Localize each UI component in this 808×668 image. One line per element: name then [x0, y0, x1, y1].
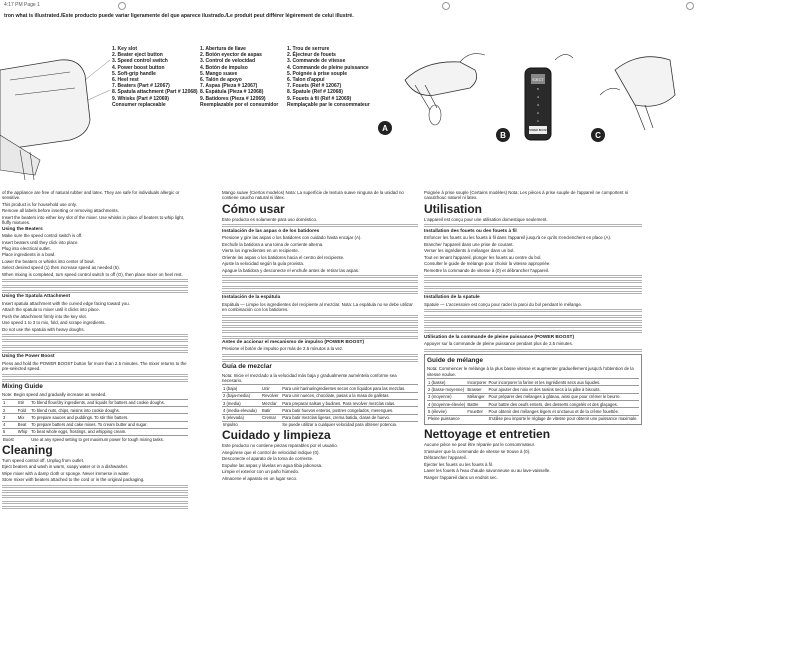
registration-mark — [442, 2, 450, 10]
guide-table: 1 (basse) Incorporer Pour incorporer la farine et les ingrédients secs aux liquides. 2 (basse-moyenne) Brasser Pour ajouter des noix et des raisins secs à la pâte à biscuits. 3 (moyenne) Mélanger Pour préparer des mélanges à gâteau, ainsi que pour crémer le beurre. 4 (moyenne-élevée) Battre Pour battre des oeufs entiers, des desserts congelés et des glaçages. 5 (élevée) Fouetter Pour obtenir des mélanges légers et onctueux et de la crème fouettée. Pleine puissance S'utilise peu importe le réglage de vitesse pour obtenir une puissance maximale. — [428, 379, 638, 422]
guia-table: 1 (baja) Unir Para unir harina/ingredientes secos con líquidos para las mezclas. 2 (baja-media) Revolver Para unir nueces, chocolate, pasas a la masa de galletas. 3 (media) Mezclar Para preparar salsas y budines. Para revolver mezclas ralas. 4 (media-elevada) Batir Para batir huevos enteros, postres congelados, merengues. 5 (elevada) Cremar Para batir mezclas ligeras, crema batida, claras de huevo. Impulso Se puede utilizar a cualquier velocidad para obtener potencia. — [222, 384, 418, 428]
french-instructions-column: Poignée à prise souple (Certains modèles) Nota: Les pièces à prise souple de l'appareil ne comportent ni caoutchouc naturel ni latex. Utilisation L'appareil est conçu pour une utilisation domestique seulement. Installation des fouets ou des fouets à fil Enfoncer les fouets ou les fouets à fil dans l'appareil jusqu'à ce qu'ils s'enclenchent en place (A). Brancher l'appareil dans une prise de courant. Verser les ingrédients à mélanger dans un bol. Tout en tenant l'appareil, plonger les fouets au centre du bol. Consulter le guide de mélange pour choisir la vitesse appropriée. Remettre la commande de vitesse à (0) et débrancher l'appareil. Installation de la spatule Spatule — L'accessoire est conçu pour racler la paroi du bol pendant le mélange. Utilisation de la commande de pleine puissance (POWER BOOST) Appuyer sur la commande de pleine puissance pendant plus de 2,5 minutes. Guide de mélange Nota: Commencer le mélange à la plus basse vitesse et augmenter graduellement jusqu'à l'obtention de la vitesse voulue. 1 (basse) Incorporer Pour incorporer la farine et les ingrédients secs aux liquides. 2 (basse-moyenne) Brasser Pour ajouter des noix et des raisins secs à la pâte à biscuits. 3 (moyenne) Mélanger Pour préparer des mélanges à gâteau, ainsi que pour crémer le beurre. 4 (moyenne-élevée) Battre Pour battre des oeufs entiers, des desserts congelés et des glaçages. 5 (élevée) Fouetter Pour obtenir des mélanges légers et onctueux et de la crème fouettée. Pleine puissance S'utilise peu importe le réglage de vitesse pour obtenir une puissance maximale. Nettoyage et entretien Aucune pièce ne peut être réparée par le consommateur. S'assurer que la commande de vitesse se trouve à (0). Débrancher l'appareil. Éjecter les fouets ou les fouets à fil. Laver les fouets à l'eau chaude savonneuse ou au lave-vaisselle. Ranger l'appareil dans un endroit sec. — [424, 190, 642, 660]
household-note: This product is for household use only. — [2, 201, 77, 207]
part-item: 5. Soft-grip handle — [112, 70, 156, 77]
power-boost-label: POWER BOOST — [528, 129, 548, 132]
part-item: 1. Key slot — [112, 46, 138, 52]
part-item: 5. Poignée à prise souple — [287, 70, 348, 77]
nettoyage-heading: Nettoyage et entretien — [424, 426, 551, 441]
part-item: 1. Abertura de llave — [200, 46, 246, 52]
cleaning-heading: Cleaning — [2, 442, 53, 457]
part-item: 9. Batidores (Pieza # 12069) — [200, 95, 266, 102]
part-item: 8. Spatula attachment (Part # 12068) — [112, 89, 198, 96]
modelo-note: Mango suave (Ciertos modelos) Nota: La superficie de textura suave ninguna de la unidad no contiene caucho natural ni látex. — [222, 190, 404, 201]
intro-text: of the appliance are free of natural rubber and latex. They are safe for individuals allergic or sensitive. — [2, 190, 180, 201]
figure-label: A — [382, 124, 388, 133]
part-item: 5. Mango suave — [200, 70, 238, 77]
part-item: 3. Speed control switch — [112, 58, 168, 65]
part-item: 6. Talón de apoyo — [200, 77, 242, 84]
part-item: Consumer replaceable — [112, 101, 166, 108]
part-item: 6. Heel rest — [112, 77, 139, 84]
section-heading: Using the Power Boost — [2, 354, 55, 360]
part-item: Remplaçable par le consommateur — [287, 101, 370, 108]
svg-text:3: 3 — [537, 103, 539, 107]
section-heading: Using the Spatula Attachment — [2, 294, 71, 300]
figure-a-illustration — [375, 40, 495, 140]
eject-label: EJECT — [532, 78, 544, 82]
illustration-disclaimer: tron what is illustrated./Este producto puede variar ligeramente del que aparece ilustrado./Le produit peut différer légèrement de celui illustré. — [4, 13, 354, 19]
section-heading: Installation des fouets ou des fouets à fil — [424, 228, 517, 234]
svg-text:5: 5 — [537, 87, 539, 91]
part-item: 8. Spatule (Réf # 12068) — [287, 89, 343, 96]
part-item: 2. Beater eject button — [112, 52, 163, 59]
section-heading: Using the Beaters — [2, 226, 43, 232]
part-item: 7. Aspas (Pieza # 12067) — [200, 83, 258, 90]
english-instructions-column: of the appliance are free of natural rubber and latex. They are safe for individuals allergic or sensitive. This product is for household use only. Remove all labels before inserting or removing attachments. Insert the beaters into either key slot of the mixer. Use whisks in place of beaters to whip light, fluffy mixtures. Using the Beaters Make sure the speed control switch is off. Insert beaters until they click into place. Plug into electrical outlet. Place ingredients in a bowl. Lower the beaters or whisks into center of bowl. Select desired speed (1) then increase speed as needed (5). When mixing is completed, turn speed control switch to off (O), then place mixer on heel rest. Using the Spatula Attachment Insert spatula attachment with the curved edge facing toward you. Attach the spatula to mixer until it clicks into place. Push the attachment firmly into the key slot. Use speed 1 to 3 to mix, fold, and scrape ingredients. Do not use the spatula with heavy doughs. Using the Power Boost Press and hold the POWER BOOST button for more than 2.5 minutes. The mixer returns to the pre-selected speed. Mixing Guide Note: Begin speed and gradually increase as needed. 1 Stir To blend flour/dry ingredients, and liquids for batters and cookie doughs. 2 Fold To blend nuts, chips, raisins into cookie doughs. 3 Mix To prepare sauces and puddings. To stir thin batters. 4 Beat To prepare batters and cake mixes. To cream butter and sugar. 5 Whip To beat whole eggs, frostings, and whipping cream. Boost Use at any speed setting to get maximum power for tough mixing tasks. Cleaning Turn speed control off. Unplug from outlet. Eject beaters and wash in warm, soapy water or in a dishwasher. Wipe mixer with a damp cloth or sponge. Never immerse in water. Store mixer with beaters attached to the cord or in the original packaging. — [2, 190, 188, 660]
part-item: 3. Commande de vitesse — [287, 58, 346, 65]
mixer-parts-illustration — [0, 40, 112, 180]
guia-heading: Guía de mezclar — [222, 363, 272, 371]
spanish-instructions-column: Mango suave (Ciertos modelos) Nota: La superficie de textura suave ninguna de la unidad no contiene caucho natural ni látex. Cómo usar Este producto es solamente para uso doméstico. Instalación de las aspas o de los batidores Presione y gire las aspas o los batidores con cuidado hasta encajar (A). Enchufe la batidora a una toma de corriente alterna. Vierta los ingredientes en un recipiente. Oriente las aspas o los batidores hacia el centro del recipiente. Ajuste la velocidad según la guía provista. Apague la batidora y desconecte el enchufe antes de retirar las aspas. Instalación de la espátula Espátula — Limpie los ingredientes del recipiente al mezclar. Nota: La espátula no se debe utilizar en combinación con los batidores. Antes de accionar el mecanismo de impulso (POWER BOOST) Presione el botón de impulso por más de 2.5 minutos a la vez. Guía de mezclar Nota: Inicie el mezclado a la velocidad más baja y gradualmente auméntela conforme sea necesario. 1 (baja) Unir Para unir harina/ingredientes secos con líquidos para las mezclas. 2 (baja-media) Revolver Para unir nueces, chocolate, pasas a la masa de galletas. 3 (media) Mezclar Para preparar salsas y budines. Para revolver mezclas ralas. 4 (media-elevada) Batir Para batir huevos enteros, postres congelados, merengues. 5 (elevada) Cremar Para batir mezclas ligeras, crema batida, claras de huevo. Impulso Se puede utilizar a cualquier velocidad para obtener potencia. Cuidado y limpieza Este producto no contiene piezas reparables por el usuario. Asegúrese que el control de velocidad indique (0). Desconecte el aparato de la toma de corriente. Expulse las aspas y lávelas en agua tibia jabonosa. Limpie el exterior con un paño húmedo. Almacene el aparato en un lugar seco. — [222, 190, 418, 660]
parts-list-spanish — [200, 46, 278, 108]
part-item: Reemplazable por el consumidor — [200, 101, 279, 108]
guide-box: Guide de mélange Nota: Commencer le mélange à la plus basse vitesse et augmenter graduellement jusqu'à l'obtention de la vitesse voulue. 1 (basse) Incorporer Pour incorporer la farine et les ingrédients secs aux liquides. 2 (basse-moyenne) Brasser Pour ajouter des noix et des raisins secs à la pâte à biscuits. 3 (moyenne) Mélanger Pour préparer des mélanges à gâteau, ainsi que pour crémer le beurre. 4 (moyenne-élevée) Battre Pour battre des oeufs entiers, des desserts congelés et des glaçages. 5 (élevée) Fouetter Pour obtenir des mélanges légers et onctueux et de la crème fouettée. Pleine puissance S'utilise peu importe le réglage de vitesse pour obtenir une puissance maximale. — [424, 354, 642, 425]
cuidado-heading: Cuidado y limpieza — [222, 428, 331, 443]
figure-b-illustration — [495, 40, 600, 145]
part-item: 2. Éjecteur de fouets — [287, 52, 336, 59]
figure-label: C — [595, 131, 601, 140]
part-item: 8. Espátula (Pieza # 12068) — [200, 89, 264, 96]
part-item: 1. Trou de serrure — [287, 46, 330, 52]
part-item: 2. Botón eyector de aspas — [200, 52, 262, 59]
guide-heading: Guide de mélange — [427, 357, 483, 365]
part-item: 9. Whisks (Part # 12069) — [112, 95, 169, 102]
modele-note: Poignée à prise souple (Certains modèles) Nota: Les pièces à prise souple de l'appareil ne comportent ni caoutchouc naturel ni latex. — [424, 190, 629, 201]
part-item: 4. Botón de impulso — [200, 64, 248, 71]
part-item: 9. Fouets à fil (Réf # 12069) — [287, 95, 352, 102]
section-heading: Instalación de la espátula — [222, 295, 281, 301]
figure-c-illustration — [590, 40, 685, 145]
svg-text:1: 1 — [537, 119, 539, 123]
section-heading: Utilisation de la commande de pleine puissance (POWER BOOST) — [424, 334, 575, 340]
print-slug-left: 4:17 PM Page 1 — [4, 2, 40, 8]
figure-label: B — [500, 131, 506, 140]
mixing-guide-table: 1 Stir To blend flour/dry ingredients, and liquids for batters and cookie doughs. 2 Fold To blend nuts, chips, raisins into cookie doughs. 3 Mix To prepare sauces and puddings. To stir thin batters. 4 Beat To prepare batters and cake mixes. To cream butter and sugar. 5 Whip To beat whole eggs, frostings, and whipping cream. Boost Use at any speed setting to get maximum power for tough mixing tasks. — [2, 399, 188, 443]
svg-text:4: 4 — [537, 95, 539, 99]
utilisation-heading: Utilisation — [424, 201, 483, 216]
part-item: 4. Power boost button — [112, 64, 165, 71]
section-heading: Installation de la spatule — [424, 295, 480, 301]
registration-mark — [118, 2, 126, 10]
como-usar-heading: Cómo usar — [222, 201, 285, 216]
parts-list-french — [287, 46, 370, 108]
part-item: 6. Talon d'appui — [287, 77, 325, 84]
section-heading: Instalación de las aspas o de los batidores — [222, 228, 320, 234]
part-item: 7. Beaters (Part # 12067) — [112, 83, 170, 90]
registration-mark — [686, 2, 694, 10]
mixing-guide-heading: Mixing Guide — [2, 383, 43, 391]
svg-text:2: 2 — [537, 111, 539, 115]
part-item: 3. Control de velocidad — [200, 58, 256, 65]
part-item: 4. Commande de pleine puissance — [287, 64, 369, 71]
section-heading: Antes de accionar el mecanismo de impulso (POWER BOOST) — [222, 339, 365, 345]
part-item: 7. Fouets (Réf # 12067) — [287, 83, 342, 90]
parts-list-english — [112, 46, 198, 108]
